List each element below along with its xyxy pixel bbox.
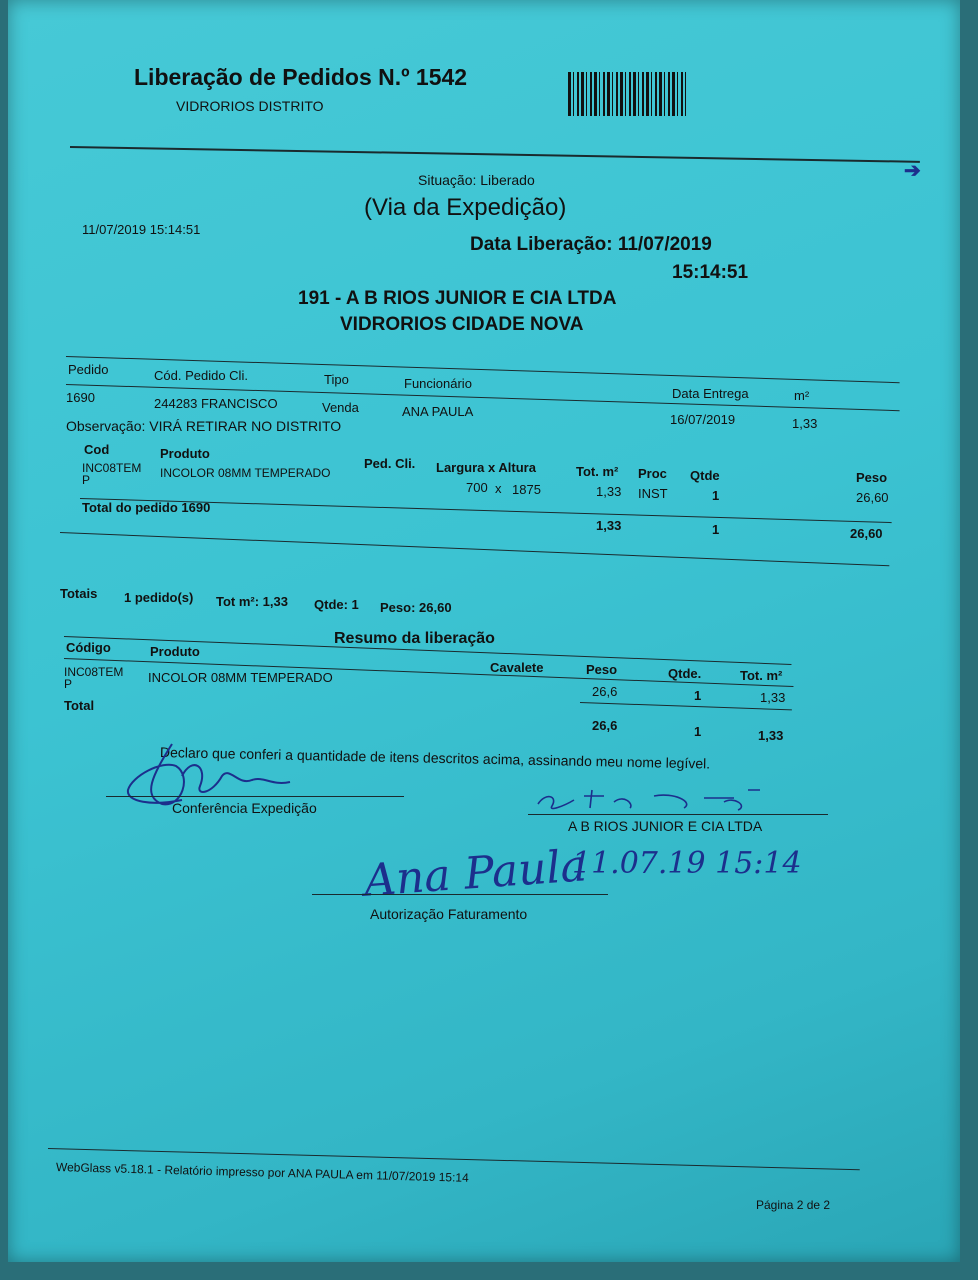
observacao: Observação: VIRÁ RETIRAR NO DISTRITO [66,418,342,434]
conferencia-label: Conferência Expedição [172,800,317,816]
item-tot-m2: 1,33 [596,484,622,499]
status-text: Situação: Liberado [418,172,535,188]
item-qtde: 1 [712,488,720,503]
item-proc: INST [638,486,668,501]
signature-company [534,782,774,816]
col-m2: m² [794,388,810,403]
barcode [568,72,686,116]
col-resumo-qtde: Qtde. [668,666,702,681]
resumo-qtde: 1 [694,688,702,703]
resumo-tot-m2: 1,33 [760,690,786,705]
item-altura: 1875 [512,482,541,497]
col-peso: Peso [856,470,888,485]
item-cod [82,462,141,486]
table-bottom-rule [60,532,889,566]
resumo-total-peso: 26,6 [592,718,618,733]
total-m2: 1,33 [596,518,622,533]
page-number: Página 2 de 2 [756,1198,831,1212]
tipo-value: Venda [322,400,359,415]
funcionario-value: ANA PAULA [402,404,474,419]
col-resumo-tot-m2: Tot. m² [740,668,783,683]
col-tipo: Tipo [324,372,349,387]
totais-label: Totais [60,586,98,601]
col-largura-altura: Largura x Altura [436,460,536,475]
resumo-codigo [64,666,123,690]
autorizacao-label: Autorização Faturamento [370,906,528,922]
totais-qtde: Qtde: 1 [314,597,359,612]
col-cod: Cod [84,442,110,457]
handwritten-date: 11.07.19 15:14 [572,846,802,881]
resumo-peso: 26,6 [592,684,618,699]
col-funcionario: Funcionário [404,376,472,391]
col-proc: Proc [638,466,667,481]
total-peso: 26,60 [850,526,883,541]
item-peso: 26,60 [856,490,889,505]
resumo-produto: INCOLOR 08MM TEMPERADO [148,670,333,685]
data-liberacao-time: 15:14:51 [672,262,749,283]
totais-m2: Tot m²: 1,33 [216,594,288,609]
header-divider [70,146,920,163]
col-qtde: Qtde [690,468,720,483]
company-signature-rule [528,814,828,815]
resumo-total-qtde: 1 [694,724,702,739]
declaration-text: Declaro que conferi a quantidade de itens descritos acima, assinando meu nome legível. [159,744,711,772]
col-data-entrega: Data Entrega [672,386,749,401]
col-resumo-peso: Peso [586,662,618,677]
cod-pedido-cli: 244283 FRANCISCO [154,396,278,411]
col-ped-cli: Ped. Cli. [364,456,416,471]
handwritten-name: Ana Paula [362,840,589,907]
arrow-icon: ➔ [904,160,921,182]
item-cod-line2: P [82,473,91,487]
col-codigo: Código [66,640,111,655]
footer-report: WebGlass v5.18.1 - Relatório impresso por ANA PAULA em 11/07/2019 15:14 [55,1160,469,1185]
company-name: VIDRORIOS DISTRITO [176,98,324,114]
company-signature-label: A B RIOS JUNIOR E CIA LTDA [568,818,763,834]
col-cavalete: Cavalete [490,660,544,675]
col-pedido: Pedido [68,362,109,377]
total-pedido-label: Total do pedido 1690 [82,500,211,515]
resumo-total-m2: 1,33 [758,728,784,743]
m2-value: 1,33 [792,416,818,431]
totais-peso: Peso: 26,60 [380,600,452,615]
data-liberacao: Data Liberação: 11/07/2019 [470,234,712,255]
via-label: (Via da Expedição) [364,194,567,221]
col-cod-pedido-cli: Cód. Pedido Cli. [154,368,248,383]
data-entrega-value: 16/07/2019 [670,412,736,427]
client-store: VIDRORIOS CIDADE NOVA [340,314,584,335]
col-tot-m2: Tot. m² [576,464,619,479]
print-datetime: 11/07/2019 15:14:51 [82,222,201,237]
document-title: Liberação de Pedidos N.º 1542 [134,64,468,90]
item-cod-line1: INC08TEM [82,461,142,475]
resumo-total-label: Total [64,698,95,713]
conferencia-rule [106,796,404,797]
item-produto: INCOLOR 08MM TEMPERADO [160,466,331,480]
pedido-number: 1690 [66,390,95,405]
total-qtde: 1 [712,522,720,537]
totais-pedidos: 1 pedido(s) [124,590,194,605]
resumo-codigo-line1: INC08TEM [64,665,124,679]
col-produto: Produto [160,446,210,461]
col-resumo-produto: Produto [150,644,200,659]
client-name: 191 - A B RIOS JUNIOR E CIA LTDA [298,288,617,309]
autorizacao-rule [312,894,608,895]
resumo-title: Resumo da liberação [334,630,495,647]
resumo-codigo-line2: P [64,677,73,691]
item-largura: 700 [466,480,488,495]
item-x: x [495,481,502,496]
document-page [8,0,960,1262]
